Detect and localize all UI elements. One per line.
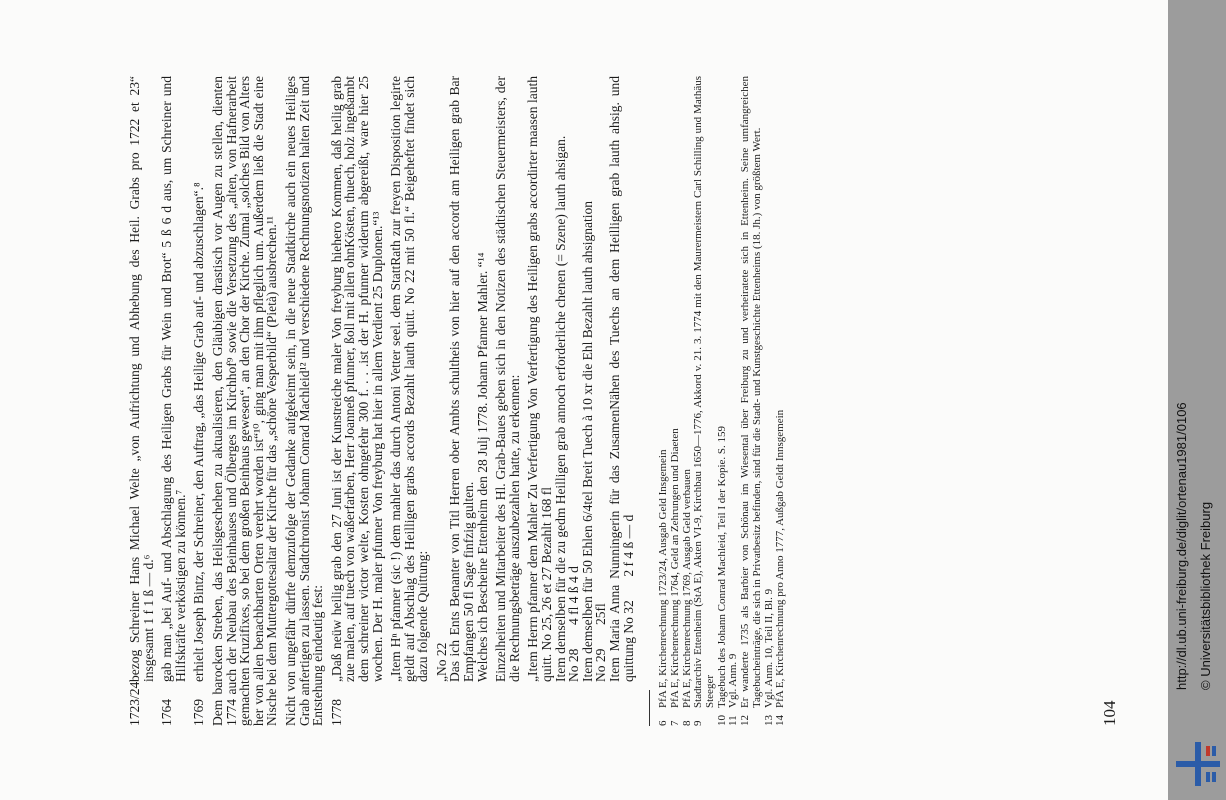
footnote-text: PfA E, Kirchenrechnung 1723/24, Ausgab Geld Insgemein (657, 449, 670, 708)
footnote (670, 76, 682, 726)
footnote-number: 6 (657, 720, 670, 726)
footnote-number: 10 (715, 715, 728, 726)
entry-1778 (328, 72, 636, 726)
footnote-text: Tagebuch des Johann Conrad Machleid, Teil I der Kopie. S. 159 (715, 425, 728, 708)
entry-1764 (160, 76, 187, 726)
paragraph-baroque: Dem barocken Streben, das Heilsgeschehen zu aktualisieren, den Gläubigen drastisch vor Augen zu stellen, dienten 1774 auch der Neubau des Beinhauses und Ölberges im Kirchhof⁹ sowie die Versetzung des „alten, von Hafnerarbeit gemachten Kruzifixes, so bei dem großen Beinhaus gewesen“, an den Chor der Kirche. Zumal „solches Bild von Alters her von allen benachbarten Orten verehrt worden ist“¹⁰, ging man mit ihm pfleglich um. Außerdem ließ die Stadt eine Nische bei dem Muttergottesaltar der Kirche für das „schöne Vesperbild“ (Pietà) ausbrechen.¹¹ (209, 76, 280, 726)
footnote-number: 11 (727, 715, 740, 726)
entry-1769 (192, 76, 206, 726)
library-logo-icon (1176, 742, 1220, 786)
quote-payment: „Item Hⁿ pfanner (sic !) dem mahler das durch Antoni Vetter seel. dem StattRath zur freyen Disposition legirte geldt auf Abschlag des Heilligen grabs accords Bezahlt lauth quitt. No 22 mit 50 fl.“ Beigeheftet findet sich dazu folgende Quittung: (388, 76, 431, 682)
entry-text: bezog Schreiner Hans Michael Welte „von Aufrichtung und Abhebung des Heil. Grabs pro 1722 et 23“ insgesamt 1 f 1 ß — d.⁶ (127, 76, 156, 682)
footnote (717, 76, 729, 726)
footnote (693, 76, 716, 726)
footnote (740, 76, 763, 726)
library-sidebar (1168, 0, 1226, 800)
footnote-number: 13 (762, 715, 775, 726)
footnote (775, 76, 787, 726)
footnotes (658, 76, 787, 726)
copyright-notice: © Universitätsbibliothek Freiburg (1198, 501, 1213, 690)
account-item: Item demselben für die zu gedm Heilligen grab annoch erforderliche chenen (= Szene) lauth ahsigan. (552, 135, 568, 682)
paragraph-details: Einzelheiten und Mitarbeiter des Hl. Grab-Baues geben sich in den Notizen des städtischen Steuermeisters, der die Rechnungsbeträge auszubezahlen hatte, zu erkennen: (493, 76, 522, 682)
account-item: Item Maria Anna Nunningerin für das ZusamenNähen des Tuechs an dem Heilligen grab lauth ahsig. und quittung No 32 2 f 4 ß — d (607, 72, 636, 682)
footnote-text: PfA E, Kirchenrechnung 1764, Geld an Zehrungen und Diaeten (668, 428, 681, 708)
entry-1778-text (328, 72, 636, 682)
account-item: „Item Herrn pfanner dem Mahler Zu Verfertigung Von Verfertigung des Heiligen grabs accordirter maasen lauth quitt. No 25, 26 et 27 Bezahlt 168 fl (525, 76, 555, 682)
entry-year: 1778 (328, 699, 344, 726)
footnote-number: 7 (668, 720, 681, 726)
footnote-text: PfA E, Kirchenrechnung pro Anno 1777, Außgab Geldt Innsgemein (774, 409, 787, 708)
footnote-text: PfA E, Kirchenrechnung 1769, Ausgab Geld verbauen (680, 469, 693, 708)
footnote-text: Vgl. Anm. 9 (727, 653, 740, 708)
entry-1723 (128, 76, 155, 726)
footnote-number: 9 (692, 720, 705, 726)
entry-year: 1723/24 (127, 681, 142, 726)
footnote-text: Er wanderte 1735 als Barbier von Schönau im Wiesental über Freiburg zu und verheiratete sich in Ettenheim. Seine umfangreichen Tagebucheinträge, die sich in Privatbesitz befinden, sind für die Stadt- und Kunstgeschichte Ettenheims (18. Jh.) von größtem Wert. (739, 76, 763, 708)
footnote-text: Vgl. Anm. 10, Teil II, Bl. 9 (762, 588, 775, 708)
footnote-separator (649, 690, 650, 726)
account-item: Item demselben für 50 Ehlen 6/4tel Breit Tuech à 10 xr die Ehl Bezahlt lauth ahsignation (579, 200, 595, 682)
quote-chronicle: „Daß neüw heilig grab den 27 Juni ist der Kunstreiche maler Von freyburg hiehero Kommen, daß heilig grab zue malen, auf tuech von waßerfarben, Herr Joanneß pfunner, ßoll mit allen ohnKösten, thuech, holz ingeßambt dem schreiner victor welte, Kosten ohngefehr 300 f. . . .ist der H. pfunner widerum abgereißt, ware hier 25 wochen. Der H. maler pfunner Von freyburg hat hier in allem Verdient 25 Duplonen.“¹³ (328, 76, 385, 682)
footnote-number: 8 (680, 720, 693, 726)
receipt-number: „No 22 (433, 642, 449, 682)
receipt-signature: Welches ich Bescheine Ettenheim den 28 Julj 1778. Johann Pfanner Mahler. “¹⁴ (474, 252, 490, 682)
footnote-number: 12 (739, 715, 752, 726)
entry-text: gab man „bei Auf- und Abschlagung des Heiligen Grabs für Wein und Brot“ 5 ß 6 d aus, um Schreiner und Hilfskräfte verköstigen zu können.⁷ (159, 76, 188, 682)
entry-year: 1769 (191, 699, 207, 726)
receipt-text: Das ich Ents Benanter von Titl Herren ober Ambts schultheis von hier auf den accordt am Heiligen grab Bar Empfangen 50 fl Sage finfzig gulten. (447, 76, 477, 682)
sidebar-content-rotated (1168, 0, 1226, 800)
account-amount: No 28 4 fl 4 ß 4 d (566, 566, 582, 682)
entry-text: erhielt Joseph Bintz, der Schreiner, den Auftrag, „das Heilige Grab auf- und abzuschlagen“.⁸ (191, 182, 207, 682)
account-amount: No 29 25fl (593, 603, 609, 682)
footnote-number: 14 (774, 715, 787, 726)
entry-year: 1764 (159, 699, 175, 726)
page-number: 104 (1100, 700, 1119, 726)
source-url-link[interactable]: http://dl.ub.uni-freiburg.de/diglit/ortenau1981/0106 (1174, 402, 1189, 690)
paragraph-new-grave: Nicht von ungefähr dürfte demzufolge der Gedanke aufgekeimt sein, in die neue Stadtkirche auch ein neues Heiliges Grab anfertigen zu lassen. Stadtchronist Johann Conrad Machleid¹² und verschiedene Rechnungsnotizen halten Zeit und Entstehung eindeutig fest: (282, 76, 326, 726)
footnote-text: Stadtarchiv Ettenheim (StA E), Akten VI-9, Kirchbau 1650—1776, Akkord v. 21. 3. 1774 mit den Maurermeistern Carl Schilling und Mathäus Steeger (692, 76, 716, 708)
page-body (127, 72, 787, 726)
